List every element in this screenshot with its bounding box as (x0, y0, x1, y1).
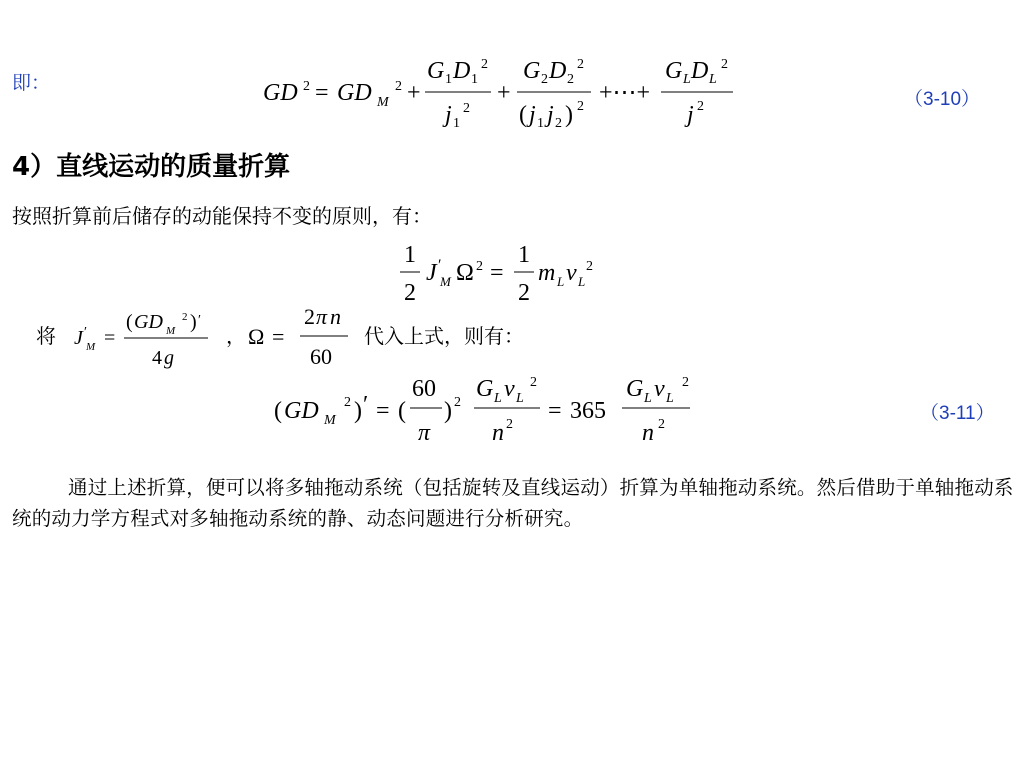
svg-text:2: 2 (721, 57, 728, 72)
equation-number-3-10: （3-10） (904, 89, 981, 110)
svg-text:j: j (547, 102, 554, 128)
svg-text:1: 1 (445, 72, 452, 87)
heading-text: ）直线运动的质量折算 (30, 152, 291, 182)
svg-text:Ω: Ω (456, 260, 474, 286)
kinetic-energy-equation (396, 240, 616, 310)
ji-label: 即： (12, 72, 51, 94)
svg-text:L: L (578, 274, 586, 289)
svg-text:(: ( (519, 102, 527, 128)
svg-text:′: ′ (198, 313, 202, 328)
svg-text:=: = (490, 260, 504, 286)
svg-text:2: 2 (303, 79, 310, 94)
svg-text:′: ′ (363, 392, 369, 418)
svg-text:2: 2 (577, 99, 584, 114)
svg-text:=: = (104, 327, 116, 349)
svg-text:v: v (504, 376, 515, 402)
svg-text:1: 1 (404, 242, 416, 268)
svg-text:(: ( (398, 398, 406, 424)
svg-text:+: + (407, 80, 421, 106)
svg-text:′: ′ (438, 257, 442, 274)
svg-text:=: = (315, 80, 329, 106)
svg-text:M: M (166, 325, 176, 337)
svg-text:L: L (709, 72, 717, 87)
svg-text:1: 1 (471, 72, 478, 87)
svg-text:2: 2 (658, 417, 665, 432)
equation-number-3-11: （3-11） (920, 403, 995, 424)
svg-text:2: 2 (518, 280, 530, 306)
svg-text:(: ( (126, 311, 133, 333)
svg-text:M: M (86, 341, 96, 353)
svg-text:D: D (691, 58, 709, 84)
svg-text:2: 2 (454, 395, 461, 410)
svg-text:j: j (529, 102, 536, 128)
svg-text:2: 2 (476, 259, 483, 274)
svg-text:g: g (164, 347, 174, 369)
svg-text:L: L (516, 391, 524, 406)
svg-text:v: v (566, 260, 577, 286)
conclusion-paragraph: 通过上述折算，便可以将多轴拖动系统（包括旋转及直线运动）折算为单轴拖动系统。然后借助于单轴拖动系统的动力学方程式对多轴拖动系统的静、动态问题进行分析研究。 (12, 476, 1014, 530)
svg-text:J: J (74, 327, 83, 349)
equation-3-10 (255, 52, 755, 132)
svg-text:GD: GD (284, 398, 319, 424)
svg-text:1: 1 (518, 242, 530, 268)
svg-text:M: M (440, 274, 451, 289)
svg-text:365: 365 (570, 398, 606, 424)
svg-text:M: M (377, 95, 389, 110)
svg-text:Ω: Ω (248, 324, 265, 349)
section-heading (12, 146, 290, 183)
svg-text:2: 2 (567, 72, 574, 87)
svg-text:L: L (494, 391, 502, 406)
substitute-jiang: 将 (36, 324, 56, 348)
svg-text:2: 2 (344, 395, 351, 410)
svg-text:60: 60 (412, 376, 436, 402)
svg-text:n: n (492, 420, 504, 446)
svg-text:2: 2 (395, 79, 402, 94)
svg-text:(: ( (274, 398, 282, 424)
svg-text:L: L (666, 391, 674, 406)
equation-3-11 (270, 372, 710, 452)
svg-text:): ) (444, 398, 452, 424)
svg-text:2: 2 (530, 375, 537, 390)
jm-prime-definition (70, 306, 220, 372)
svg-text:G: G (476, 376, 494, 402)
svg-text:GD: GD (337, 80, 372, 106)
svg-text:=: = (548, 398, 562, 424)
svg-text:L: L (557, 274, 565, 289)
svg-text:2: 2 (697, 99, 704, 114)
svg-text:GD: GD (263, 80, 298, 106)
svg-text:m: m (538, 260, 556, 286)
svg-text:1: 1 (537, 116, 544, 131)
svg-text:2: 2 (541, 72, 548, 87)
svg-text:n: n (642, 420, 654, 446)
svg-text:=: = (272, 324, 285, 349)
heading-number: 4 (12, 152, 31, 182)
svg-text:): ) (354, 398, 362, 424)
svg-text:2: 2 (586, 259, 593, 274)
svg-text:2: 2 (506, 417, 513, 432)
svg-text:2: 2 (555, 116, 562, 131)
svg-text:n: n (330, 304, 341, 329)
svg-text:j: j (687, 102, 694, 128)
svg-text:4: 4 (152, 347, 162, 369)
svg-text:2: 2 (304, 304, 315, 329)
svg-text:M: M (324, 413, 336, 428)
svg-text:+: + (497, 80, 511, 106)
svg-text:v: v (654, 376, 665, 402)
svg-text:1: 1 (453, 116, 460, 131)
svg-text:=: = (376, 398, 390, 424)
svg-text:J: J (426, 260, 437, 286)
svg-text:2: 2 (404, 280, 416, 306)
svg-text:): ) (190, 311, 197, 333)
svg-text:j: j (445, 102, 452, 128)
intro-text: 按照折算前后储存的动能保持不变的原则，有： (12, 204, 432, 228)
svg-text:′: ′ (84, 325, 88, 340)
svg-text:60: 60 (310, 344, 332, 369)
svg-text:L: L (683, 72, 691, 87)
omega-definition (246, 300, 356, 372)
svg-text:G: G (665, 58, 683, 84)
svg-text:+⋯+: +⋯+ (599, 80, 651, 106)
svg-text:G: G (427, 58, 445, 84)
svg-text:π: π (418, 420, 431, 446)
svg-text:G: G (626, 376, 644, 402)
svg-text:2: 2 (481, 57, 488, 72)
svg-text:2: 2 (463, 101, 470, 116)
svg-text:D: D (453, 58, 471, 84)
substitute-tail: 代入上式，则有： (364, 324, 524, 348)
svg-text:2: 2 (577, 57, 584, 72)
svg-text:G: G (523, 58, 541, 84)
svg-text:L: L (644, 391, 652, 406)
svg-text:D: D (549, 58, 567, 84)
svg-text:GD: GD (134, 311, 163, 333)
substitute-comma: ， (226, 324, 246, 348)
svg-text:π: π (316, 304, 328, 329)
svg-text:): ) (565, 102, 573, 128)
svg-text:2: 2 (682, 375, 689, 390)
svg-text:2: 2 (182, 311, 188, 323)
